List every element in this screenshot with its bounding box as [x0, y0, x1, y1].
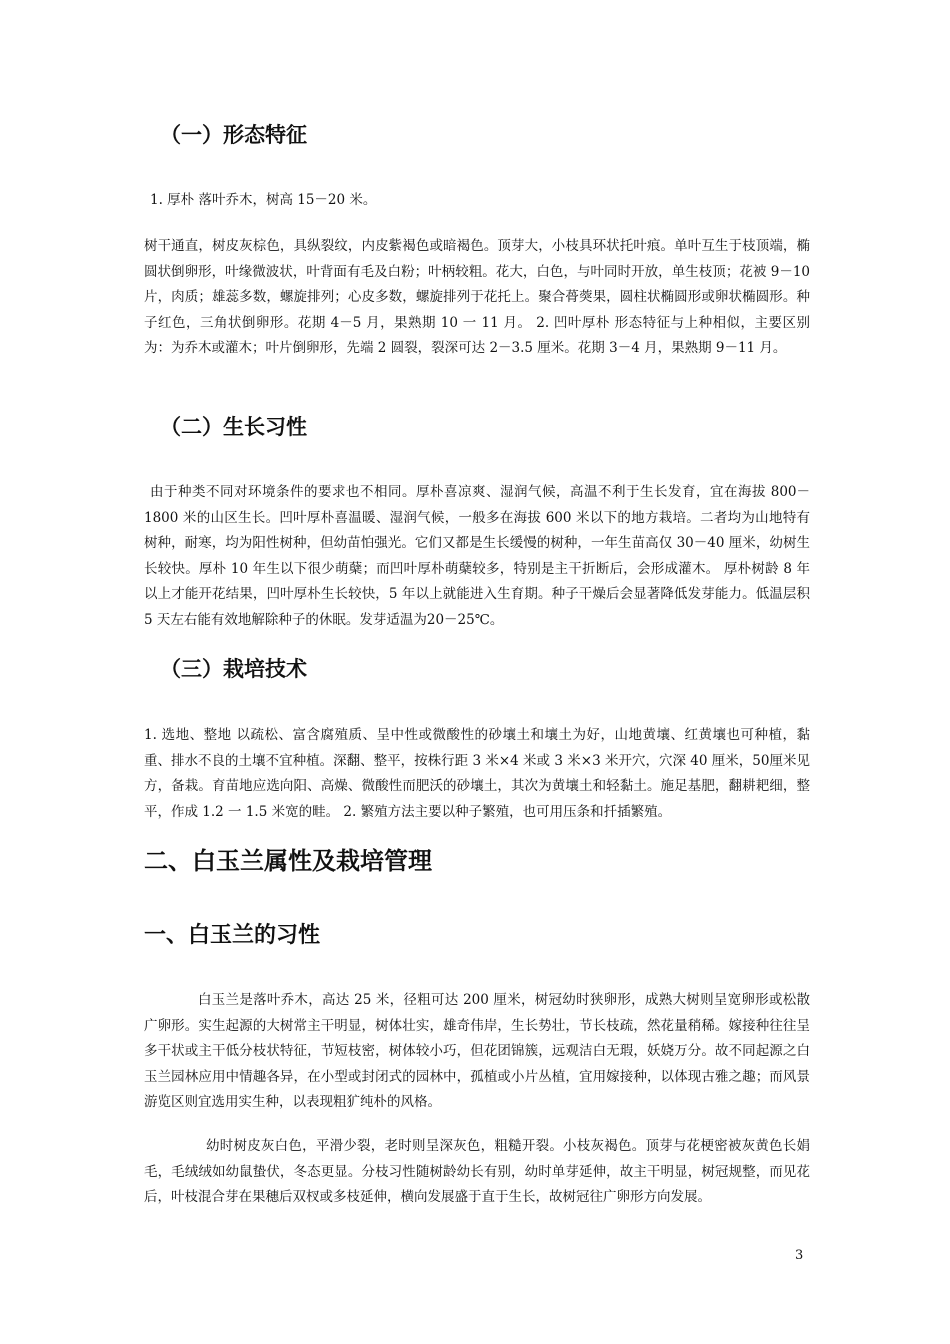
paragraph-magnolia-habit: 白玉兰是落叶乔木，高达 25 米，径粗可达 200 厘米，树冠幼时狭卵形，成熟大树则呈宽卵形或松散广卵形。实生起源的大树常主干明显，树体壮实，雄奇伟岸，生长势壮，节长枝疏，然花量稍稀。嫁接种往往呈多干状或主干低分枝状特征，节短枝密，树体较小巧，但花团锦簇，远观洁白无瑕，妖娆万分。故不同起源之白玉兰园林应用中情趣各异，在小型或封闭式的园林中，孤植或小片丛植，宜用嫁接种，以体现古雅之趣；而风景游览区则宜选用实生种，以表现粗犷纯朴的风格。 [144, 992, 810, 1110]
paragraph-growth-habit: 由于种类不同对环境条件的要求也不相同。厚朴喜凉爽、湿润气候，高温不利于生长发育，宜在海拔 800－1800 米的山区生长。凹叶厚朴喜温暖、湿润气候，一般多在海拔 600 米以下的地方栽培。二者均为山地特有树种，耐寒，均为阳性树种，但幼苗怕强光。它们又都是生长缓慢的树种，一年生苗高仅 30－40 厘米，幼树生长较快。厚朴 10 年生以下很少萌蘖；而凹叶厚朴萌蘖较多，特别是主干折断后，会形成灌木。 厚朴树龄 8 年以上才能开花结果，凹叶厚朴生长较快，5 年以上就能进入生育期。种子干燥后会显著降低发芽能力。低温层积 5 天左右能有效地解除种子的休眠。发芽适温为20－25℃。 [144, 484, 810, 628]
page-number: 3 [795, 1248, 804, 1263]
heading-morphology: （一）形态特征 [160, 122, 307, 147]
heading-cultivation: （三）栽培技术 [160, 656, 307, 681]
heading-magnolia-habit: 一、白玉兰的习性 [144, 922, 321, 948]
paragraph-magnolia-bark: 幼时树皮灰白色，平滑少裂，老时则呈深灰色，粗糙开裂。小枝灰褐色。顶芽与花梗密被灰黄色长娟毛，毛绒绒如幼鼠蛰伏，冬态更显。分枝习性随树龄幼长有别，幼时单芽延伸，故主干明显，树冠规整，而见花后，叶枝混合芽在果穗后双杈或多枝延伸，横向发展盛于直于生长，故树冠往广卵形方向发展。 [144, 1138, 810, 1205]
paragraph-houpo-intro: 1. 厚朴 落叶乔木，树高 15－20 米。 [150, 192, 377, 208]
heading-growth-habit: （二）生长习性 [160, 414, 307, 439]
paragraph-morphology: 树干通直，树皮灰棕色，具纵裂纹，内皮紫褐色或暗褐色。顶芽大，小枝具环状托叶痕。单叶互生于枝顶端，椭圆状倒卵形，叶缘微波状，叶背面有毛及白粉；叶柄较粗。花大，白色，与叶同时开放，单生枝顶；花被 9－10 片，肉质；雄蕊多数，螺旋排列；心皮多数，螺旋排列于花托上。聚合蓇葖果，圆柱状椭圆形或卵状椭圆形。种子红色，三角状倒卵形。花期 4－5 月，果熟期 10 一 11 月。 2. 凹叶厚朴 形态特征与上种相似，主要区别为：为乔木或灌木；叶片倒卵形，先端 2 圆裂，裂深可达 2－3.5 厘米。花期 3－4 月，果熟期 9－11 月。 [144, 238, 810, 356]
heading-magnolia: 二、白玉兰属性及栽培管理 [144, 846, 432, 875]
paragraph-cultivation: 1. 选地、整地 以疏松、富含腐殖质、呈中性或微酸性的砂壤土和壤土为好，山地黄壤、红黄壤也可种植，黏重、排水不良的土壤不宜种植。深翻、整平，按株行距 3 米×4 米或 3 米×3 米开穴，穴深 40 厘米，50厘米见方，备栽。育苗地应选向阳、高燥、微酸性而肥沃的砂壤土，其次为黄壤土和轻黏土。施足基肥，翻耕耙细，整平，作成 1.2 一 1.5 米宽的畦。 2. 繁殖方法主要以种子繁殖，也可用压条和扦插繁殖。 [144, 727, 810, 820]
